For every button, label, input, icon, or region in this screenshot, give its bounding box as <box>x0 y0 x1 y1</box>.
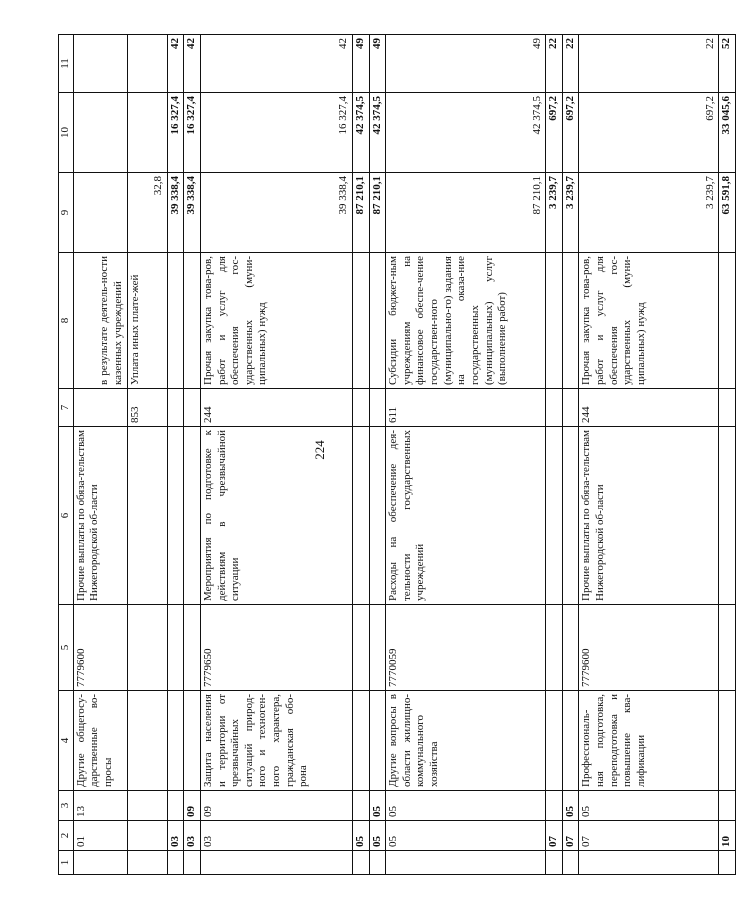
table-row <box>184 35 201 875</box>
cell-col-4 <box>184 691 201 791</box>
cell-col-5 <box>127 605 167 691</box>
table-row <box>73 35 127 875</box>
cell-col-6 <box>352 427 369 605</box>
cell-col-5: 7770059 <box>386 605 546 691</box>
cell-col-11: 22 <box>579 35 719 93</box>
cell-col-5 <box>369 605 386 691</box>
cell-col-9: 87 210,1 <box>352 173 369 253</box>
cell-col-9: 3 239,7 <box>546 173 563 253</box>
cell-col-1 <box>167 851 184 875</box>
cell-col-7: 853 <box>127 389 167 427</box>
table-row <box>200 35 352 875</box>
cell-col-1 <box>562 851 579 875</box>
header-cell: 10 <box>59 93 74 173</box>
cell-col-4 <box>369 691 386 791</box>
cell-col-11 <box>73 35 127 93</box>
cell-col-7 <box>73 389 127 427</box>
header-cell: 1 <box>59 851 74 875</box>
cell-col-5 <box>719 605 736 691</box>
cell-col-11: 49 <box>352 35 369 93</box>
table-row <box>386 35 546 875</box>
cell-col-3 <box>719 791 736 821</box>
cell-col-9: 3 239,7 <box>562 173 579 253</box>
cell-col-2: 05 <box>352 821 369 851</box>
page-number: 224 <box>312 440 327 460</box>
cell-col-8: Прочая закупка това-ров, работ и услуг для обеспечения гос-ударственных (муни-ципальных) нужд <box>579 253 719 389</box>
cell-col-3 <box>127 791 167 821</box>
cell-col-6 <box>127 427 167 605</box>
header-cell: 3 <box>59 791 74 821</box>
cell-col-8 <box>562 253 579 389</box>
table-row <box>546 35 563 875</box>
cell-col-2: 10 <box>719 821 736 851</box>
cell-col-10: 33 045,6 <box>719 93 736 173</box>
cell-col-5 <box>546 605 563 691</box>
cell-col-7 <box>546 389 563 427</box>
header-cell: 8 <box>59 253 74 389</box>
cell-col-11: 22 <box>546 35 563 93</box>
cell-col-7: 244 <box>200 389 352 427</box>
cell-col-10: 697,2 <box>546 93 563 173</box>
cell-col-5 <box>184 605 201 691</box>
cell-col-1 <box>369 851 386 875</box>
cell-col-2: 07 <box>579 821 719 851</box>
cell-col-3: 05 <box>579 791 719 821</box>
cell-col-11: 42 <box>184 35 201 93</box>
cell-col-9: 3 239,7 <box>579 173 719 253</box>
cell-col-6: Мероприятия по подготовке к действиям в чрезвычайной ситуации <box>200 427 352 605</box>
header-cell: 6 <box>59 427 74 605</box>
cell-col-1 <box>386 851 546 875</box>
cell-col-1 <box>719 851 736 875</box>
cell-col-2: 03 <box>184 821 201 851</box>
cell-col-10 <box>127 93 167 173</box>
cell-col-6 <box>369 427 386 605</box>
rotated-page <box>58 35 733 875</box>
cell-col-4 <box>167 691 184 791</box>
cell-col-4 <box>562 691 579 791</box>
table-row <box>719 35 736 875</box>
cell-col-4: Защита населения и территории от чрезвычайных ситуаций природ-ного и техноген-ного характера, гражданская обо-рона <box>200 691 352 791</box>
cell-col-7 <box>167 389 184 427</box>
cell-col-6 <box>562 427 579 605</box>
header-row <box>59 35 74 875</box>
header-cell: 11 <box>59 35 74 93</box>
cell-col-10: 42 374,5 <box>386 93 546 173</box>
cell-col-7 <box>184 389 201 427</box>
budget-table <box>58 34 736 875</box>
cell-col-10: 16 327,4 <box>200 93 352 173</box>
cell-col-6 <box>719 427 736 605</box>
cell-col-4: Другие общегосу-дарственные во-просы <box>73 691 127 791</box>
cell-col-9: 39 338,4 <box>167 173 184 253</box>
cell-col-9: 63 591,8 <box>719 173 736 253</box>
cell-col-11: 52 <box>719 35 736 93</box>
cell-col-1 <box>579 851 719 875</box>
cell-col-8 <box>546 253 563 389</box>
cell-col-7 <box>369 389 386 427</box>
cell-col-7: 611 <box>386 389 546 427</box>
cell-col-3: 09 <box>200 791 352 821</box>
cell-col-6: Прочие выплаты по обяза-тельствам Нижегородской об-ласти <box>73 427 127 605</box>
cell-col-7 <box>352 389 369 427</box>
cell-col-9: 87 210,1 <box>369 173 386 253</box>
table-row <box>579 35 719 875</box>
cell-col-11: 42 <box>200 35 352 93</box>
cell-col-8 <box>719 253 736 389</box>
table-row <box>562 35 579 875</box>
cell-col-8 <box>352 253 369 389</box>
cell-col-9: 39 338,4 <box>184 173 201 253</box>
cell-col-11 <box>127 35 167 93</box>
header-cell: 5 <box>59 605 74 691</box>
table-row <box>167 35 184 875</box>
table-row <box>127 35 167 875</box>
cell-col-4: Профессиональ-ная подготовка, переподготовка и повышение ква-лификации <box>579 691 719 791</box>
cell-col-2: 07 <box>562 821 579 851</box>
cell-col-3: 09 <box>184 791 201 821</box>
table-row <box>369 35 386 875</box>
header-cell: 9 <box>59 173 74 253</box>
cell-col-4 <box>546 691 563 791</box>
cell-col-8: Прочая закупка това-ров, работ и услуг для обеспечения гос-ударственных (муни-ципальных) нужд <box>200 253 352 389</box>
cell-col-9 <box>73 173 127 253</box>
cell-col-4 <box>719 691 736 791</box>
cell-col-4 <box>352 691 369 791</box>
header-cell: 7 <box>59 389 74 427</box>
cell-col-3: 05 <box>562 791 579 821</box>
table-row <box>352 35 369 875</box>
cell-col-5 <box>167 605 184 691</box>
cell-col-8 <box>167 253 184 389</box>
cell-col-8: Субсидии бюджет-ным учреждениям на финансовое обеспе-чение государствен-ного (муниципально-го) задания на оказа-ние государственных (муниципальных) услуг (выполнение работ) <box>386 253 546 389</box>
cell-col-7: 244 <box>579 389 719 427</box>
cell-col-1 <box>184 851 201 875</box>
cell-col-8: Уплата иных плате-жей <box>127 253 167 389</box>
cell-col-5: 7779600 <box>73 605 127 691</box>
cell-col-4 <box>127 691 167 791</box>
cell-col-5: 7779650 <box>200 605 352 691</box>
header-cell: 4 <box>59 691 74 791</box>
cell-col-9: 39 338,4 <box>200 173 352 253</box>
cell-col-11: 22 <box>562 35 579 93</box>
cell-col-10 <box>73 93 127 173</box>
cell-col-3: 05 <box>369 791 386 821</box>
cell-col-8 <box>369 253 386 389</box>
cell-col-5 <box>562 605 579 691</box>
cell-col-1 <box>73 851 127 875</box>
cell-col-10: 697,2 <box>579 93 719 173</box>
header-cell: 2 <box>59 821 74 851</box>
cell-col-2: 05 <box>369 821 386 851</box>
cell-col-8 <box>184 253 201 389</box>
cell-col-1 <box>127 851 167 875</box>
cell-col-2: 05 <box>386 821 546 851</box>
cell-col-1 <box>352 851 369 875</box>
cell-col-2: 03 <box>167 821 184 851</box>
cell-col-10: 697,2 <box>562 93 579 173</box>
cell-col-2: 07 <box>546 821 563 851</box>
cell-col-1 <box>200 851 352 875</box>
cell-col-4: Другие вопросы в области жилищно-коммунального хозяйства <box>386 691 546 791</box>
cell-col-11: 42 <box>167 35 184 93</box>
cell-col-7 <box>562 389 579 427</box>
cell-col-2: 03 <box>200 821 352 851</box>
cell-col-3 <box>352 791 369 821</box>
cell-col-6 <box>184 427 201 605</box>
cell-col-9: 87 210,1 <box>386 173 546 253</box>
cell-col-6 <box>167 427 184 605</box>
cell-col-11: 49 <box>369 35 386 93</box>
cell-col-8: в результате деятель-ности казенных учреждений <box>73 253 127 389</box>
cell-col-11: 49 <box>386 35 546 93</box>
cell-col-3: 13 <box>73 791 127 821</box>
cell-col-5 <box>352 605 369 691</box>
cell-col-3: 05 <box>386 791 546 821</box>
cell-col-1 <box>546 851 563 875</box>
cell-col-6: Прочие выплаты по обяза-тельствам Нижегородской об-ласти <box>579 427 719 605</box>
cell-col-3 <box>546 791 563 821</box>
cell-col-2: 01 <box>73 821 127 851</box>
cell-col-5: 7779600 <box>579 605 719 691</box>
cell-col-2 <box>127 821 167 851</box>
cell-col-10: 16 327,4 <box>184 93 201 173</box>
cell-col-6: Расходы на обеспечение дея-тельности государственных учреждений <box>386 427 546 605</box>
cell-col-10: 42 374,5 <box>369 93 386 173</box>
cell-col-7 <box>719 389 736 427</box>
cell-col-9: 32,8 <box>127 173 167 253</box>
cell-col-10: 16 327,4 <box>167 93 184 173</box>
cell-col-3 <box>167 791 184 821</box>
cell-col-6 <box>546 427 563 605</box>
cell-col-10: 42 374,5 <box>352 93 369 173</box>
